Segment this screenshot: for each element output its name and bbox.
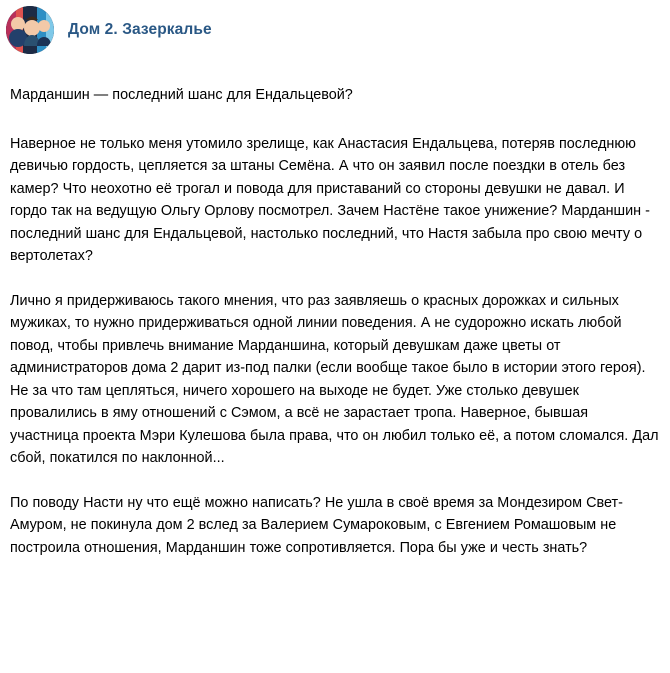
post-header bbox=[0, 0, 670, 54]
article-title: Марданшин — последний шанс для Ендальцевой? bbox=[10, 87, 353, 103]
article-paragraph: По поводу Насти ну что ещё можно написать? Не ушла в своё время за Мондезиром Свет-Амуром, не покинула дом 2 вслед за Валерием Сумароковым, с Евгением Ромашовым не построила отношения, Марданшин тоже сопротивляется. Пора бы уже и честь знать? bbox=[10, 494, 623, 556]
article-paragraph: Лично я придерживаюсь такого мнения, что раз заявляешь о красных дорожках и сильных мужиках, то нужно придерживаться одной линии поведения. А не судорожно искать любой повод, чтобы привлечь внимание Марданшина, который девушкам даже цветы от администраторов дома 2 дарит из-под палки (если вообще такое было в истории этого героя). Не за что там цепляться, ничего хорошего на выходе не будет. Уже столько девушек провалились в яму отношений с Сэмом, а всё не зарастает тропа. Наверное, бывшая участница проекта Мэри Кулешова была права, что он любил только её, а потом сломался. Дал сбой, покатился по наклонной... bbox=[10, 292, 659, 466]
community-avatar[interactable] bbox=[6, 6, 54, 54]
article-paragraph: Наверное не только меня утомило зрелище, как Анастасия Ендальцева, потеряв последнюю девичью гордость, цепляется за штаны Семёна. А что он заявил после поездки в отель без камер? Что неохотно её трогал и повода для приставаний со стороны девушки не давал. И гордо так на ведущую Ольгу Орлову посмотрел. Зачем Настёне такое унижение? Марданшин - последний шанс для Ендальцевой, настолько последний, что Настя забыла про свою мечту о вертолетах? bbox=[10, 135, 650, 264]
article-body bbox=[0, 84, 670, 559]
community-name[interactable]: Дом 2. Зазеркалье bbox=[68, 21, 212, 38]
